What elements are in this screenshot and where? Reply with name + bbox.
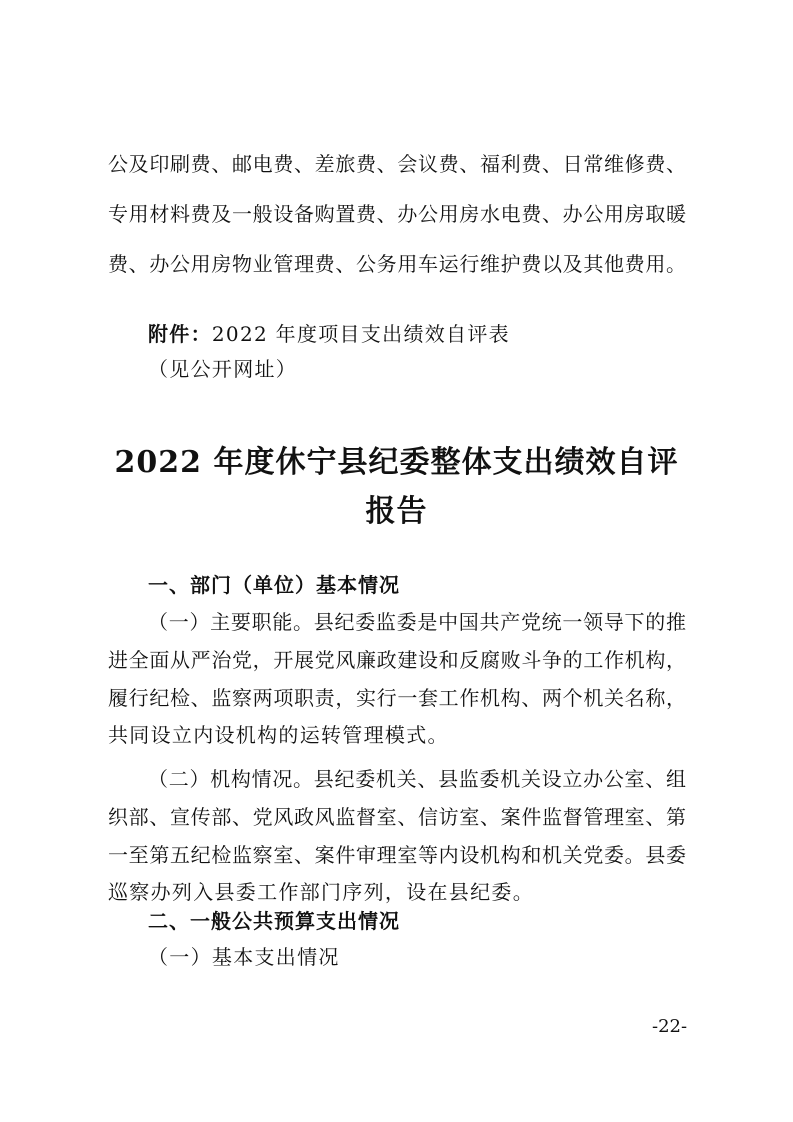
body-line: 进全面从严治党，开展党风廉政建设和反腐败斗争的工作机构， [108, 648, 686, 672]
body-line: 公及印刷费、邮电费、差旅费、会议费、福利费、日常维修费、 [108, 152, 686, 176]
subheading: （一）基本支出情况 [148, 945, 340, 969]
body-line: 专用材料费及一般设备购置费、办公用房水电费、办公用房取暖 [108, 202, 686, 226]
body-line: 费、办公用房物业管理费、公务用车运行维护费以及其他费用。 [108, 252, 686, 276]
attachment-note: （见公开网址） [148, 357, 298, 381]
body-line: 一至第五纪检监察室、案件审理室等内设机构和机关党委。县委 [108, 843, 686, 867]
body-line: 织部、宣传部、党风政风监督室、信访室、案件监督管理室、第 [108, 805, 686, 829]
report-title-line2: 报告 [365, 494, 428, 529]
report-title-line1: 2022 年度休宁县纪委整体支出绩效自评 [114, 445, 679, 480]
section-heading-1: 一、部门（单位）基本情况 [148, 573, 400, 597]
attachment-label: 附件： [148, 322, 212, 346]
attachment-text: 2022 年度项目支出绩效自评表 [211, 322, 510, 346]
body-line: 巡察办列入县委工作部门序列，设在县纪委。 [108, 880, 534, 904]
section-heading-2: 二、一般公共预算支出情况 [148, 909, 400, 933]
body-line: 共同设立内设机构的运转管理模式。 [108, 723, 449, 747]
body-line: 履行纪检、监察两项职责，实行一套工作机构、两个机关名称， [108, 686, 686, 710]
attachment-line [148, 322, 510, 346]
body-line: （二）机构情况。县纪委机关、县监委机关设立办公室、组 [148, 767, 686, 791]
page-number: -22- [652, 1016, 688, 1037]
body-line: （一）主要职能。县纪委监委是中国共产党统一领导下的推 [148, 610, 686, 634]
